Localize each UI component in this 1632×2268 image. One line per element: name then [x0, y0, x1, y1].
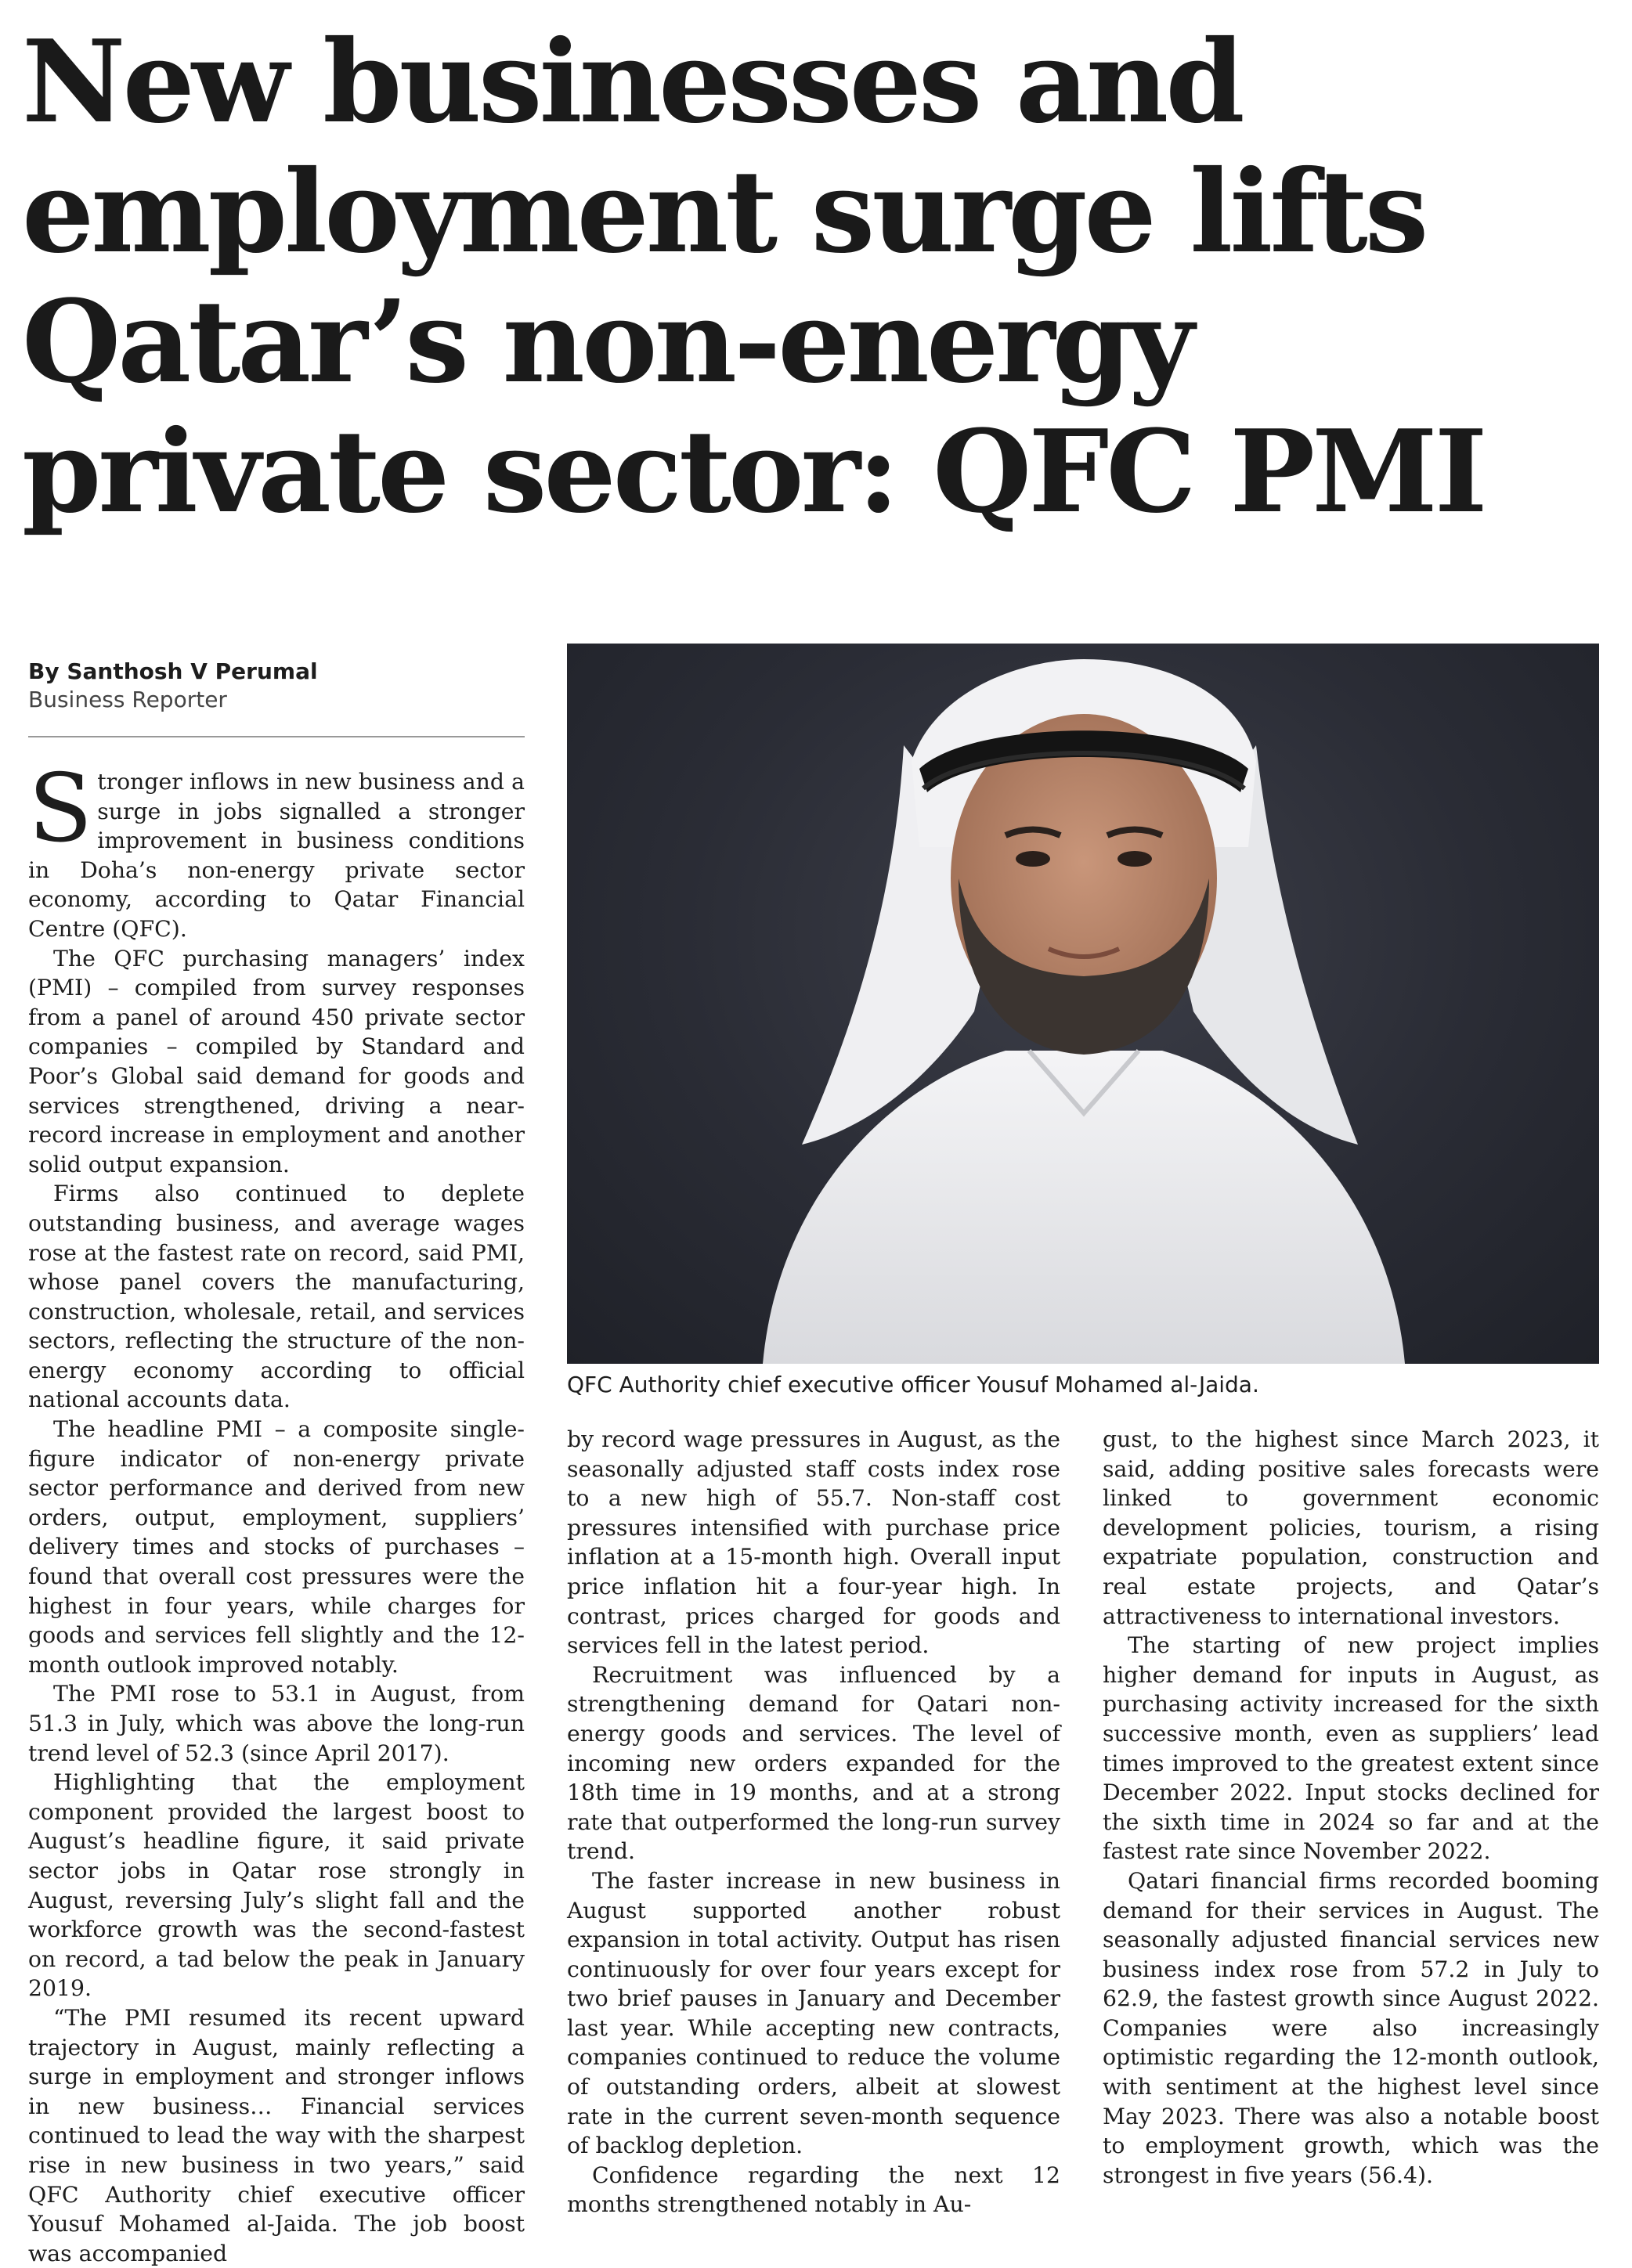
byline: [28, 658, 529, 714]
author-role: Business Reporter: [28, 687, 227, 712]
paragraph: The faster increase in new business in August supported another robust expansion in total activity. Output has risen continuously for over four years except for two brief pauses in January and December last year. While accepting new contracts, companies continued to reduce the volume of outstanding orders, albeit at slowest rate in the current seven-month sequence of backlog depletion.: [567, 1867, 1060, 2159]
author-name: By Santhosh V Perumal: [28, 658, 318, 684]
photo-caption: QFC Authority chief executive officer Yousuf Mohamed al-Jaida.: [567, 1372, 1259, 1397]
headline: New businesses and employment surge lifts Qatar’s non-energy private sector: QFC PMI: [22, 16, 1485, 539]
paragraph: gust, to the highest since March 2023, it said, adding positive sales forecasts were linked to government economic development policies, tourism, a rising expatriate population, construction and real estate projects, and Qatar’s attractiveness to international investors.: [1103, 1426, 1599, 1629]
portrait-photo: [567, 644, 1599, 1364]
portrait-illustration: [567, 644, 1599, 1364]
paragraph: Recruitment was influenced by a strengthening demand for Qatari non-energy goods and services. The level of incoming new orders expanded for the 18th time in 19 months, and at a strong rate that outperformed the long-run survey trend.: [567, 1661, 1060, 1865]
byline-divider: [28, 736, 525, 737]
paragraph: The headline PMI – a composite single-figure indicator of non-energy private sector performance and derived from new orders, output, employment, suppliers’ delivery times and stocks of purchases – found that overall cost pressures were the highest in four years, while charges for goods and services fell slightly and the 12-month outlook improved notably.: [28, 1416, 525, 1678]
paragraph: The starting of new project implies higher demand for inputs in August, as purchasing activity increased for the sixth successive month, even as suppliers’ lead times improved to the greatest extent since December 2022. Input stocks declined for the sixth time in 2024 so far and at the fastest rate since November 2022.: [1103, 1632, 1599, 1865]
paragraph: “The PMI resumed its recent upward trajectory in August, mainly reflecting a surge in employment and stronger inflows in new business… Financial services continued to lead the way with the sharpest rise in new business in two years,” said QFC Authority chief executive officer Yousuf Mohamed al-Jaida. The job boost was accompanied: [28, 2004, 525, 2266]
drop-cap: S: [28, 755, 93, 864]
lead-text: tronger inflows in new business and a surge in jobs signalled a stronger improvement in business conditions in Doha’s non-energy private sector economy, according to Qatar Financial Centre (QFC).: [28, 769, 525, 942]
article-column-3: [1103, 1425, 1599, 2223]
paragraph: The PMI rose to 53.1 in August, from 51.3 in July, which was above the long-run trend level of 52.3 (since April 2017).: [28, 1681, 525, 1766]
paragraph: The QFC purchasing managers’ index (PMI) – compiled from survey responses from a panel of around 450 private sector companies – compiled by Standard and Poor’s Global said demand for goods and services strengthened, driving a near-record increase in employment and another solid output expansion.: [28, 945, 525, 1177]
paragraph: Confidence regarding the next 12 months strengthened notably in Au-: [567, 2162, 1060, 2218]
paragraph: Highlighting that the employment component provided the largest boost to August’s headline figure, it said private sector jobs in Qatar rose strongly in August, reversing July’s slight fall and the workforce growth was the second-fastest on record, a tad below the peak in January 2019.: [28, 1769, 525, 2002]
paragraph: by record wage pressures in August, as the seasonally adjusted staff costs index rose to a new high of 55.7. Non-staff cost pressures intensified with purchase price inflation at a 15-month high. Overall input price inflation hit a four-year high. In contrast, prices charged for goods and services fell in the latest period.: [567, 1426, 1060, 1659]
article-column-1: [28, 755, 525, 2266]
paragraph: Firms also continued to deplete outstanding business, and average wages rose at the fastest rate on record, said PMI, whose panel covers the manufacturing, construction, wholesale, retail, and services sectors, reflecting the structure of the non-energy economy according to official national accounts data.: [28, 1181, 525, 1413]
article-column-2: [567, 1425, 1060, 2223]
paragraph: Qatari financial firms recorded booming demand for their services in August. The seasonally adjusted financial services new business index rose from 57.2 in July to 62.9, the fastest growth since August 2022. Companies were also increasingly optimistic regarding the 12-month outlook, with sentiment at the highest level since May 2023. There was also a notable boost to employment growth, which was the strongest in five years (56.4).: [1103, 1867, 1599, 2188]
lead-paragraph: [28, 755, 525, 944]
